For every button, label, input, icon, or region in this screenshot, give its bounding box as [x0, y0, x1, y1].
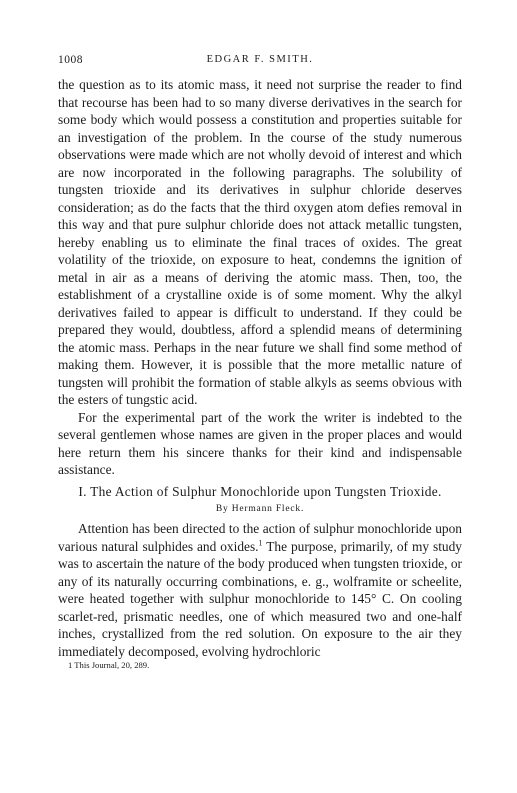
body-paragraph-2: For the experimental part of the work the writer is indebted to the several gentlemen whose names are given in the proper places and would here return them his sincere thanks for their kind and indispensable assistance. — [58, 409, 462, 477]
section-heading: I. The Action of Sulphur Monochloride upon Tungsten Trioxide. — [78, 483, 442, 499]
running-head — [58, 54, 462, 76]
body-paragraph-3-start: Attention has been directed to the action of sulphur monochloride upon various natural sulphides and oxides. — [58, 521, 462, 554]
footnote: 1 This Journal, 20, 289. — [68, 660, 150, 670]
footnote-marker: 1 — [258, 538, 263, 548]
running-title: EDGAR F. SMITH. — [206, 54, 314, 65]
document-page — [58, 54, 462, 671]
body-paragraph-1: the question as to its atomic mass, it need not surprise the reader to find that recourse has been had to so many diverse derivatives in the search for some body which would possess a constitution and properties suitable for an investigation of the problem. In the course of the study numerous observations were made which are not wholly devoid of interest and which are now incorporated in the following paragraphs. The solubility of tungsten trioxide and its derivatives in sulphur chloride deserves consideration; as do the facts that the third oxygen atom defies removal in this way and that pure sulphur chloride does not attack metallic tungsten, hereby enabling us to eliminate the final traces of oxides. The great volatility of the trioxide, on exposure to heat, condemns the ignition of metal in air as a means of deriving the atomic mass. Then, too, the establishment of a crystalline oxide is of some moment. Why the alkyl derivatives failed to appear is difficult to understand. If they could be prepared they would, doubtless, afford a splendid means of determining the atomic mass. Perhaps in the near future we shall find some method of making them. However, it is possible that the more metallic nature of tungsten will prohibit the formation of stable alkyls as seems obvious with the esters of tungstic acid. — [58, 77, 462, 407]
author-byline: By Hermann Fleck. — [215, 504, 305, 514]
body-paragraph-3-rest: The purpose, primarily, of my study was to ascertain the nature of the body produced when tungsten trioxide, or any of its naturally occurring combinations, e. g., wolframite or scheelite, were heated together with sulphur monochloride to 145° C. On cooling scarlet-red, prismatic needles, one of which measured two and one-half inches, crystallized from the red solution. On exposure to the air they immediately decomposed, evolving hydrochloric — [58, 538, 462, 659]
page-number: 1008 — [58, 54, 83, 66]
body-paragraph-3 — [58, 520, 462, 660]
